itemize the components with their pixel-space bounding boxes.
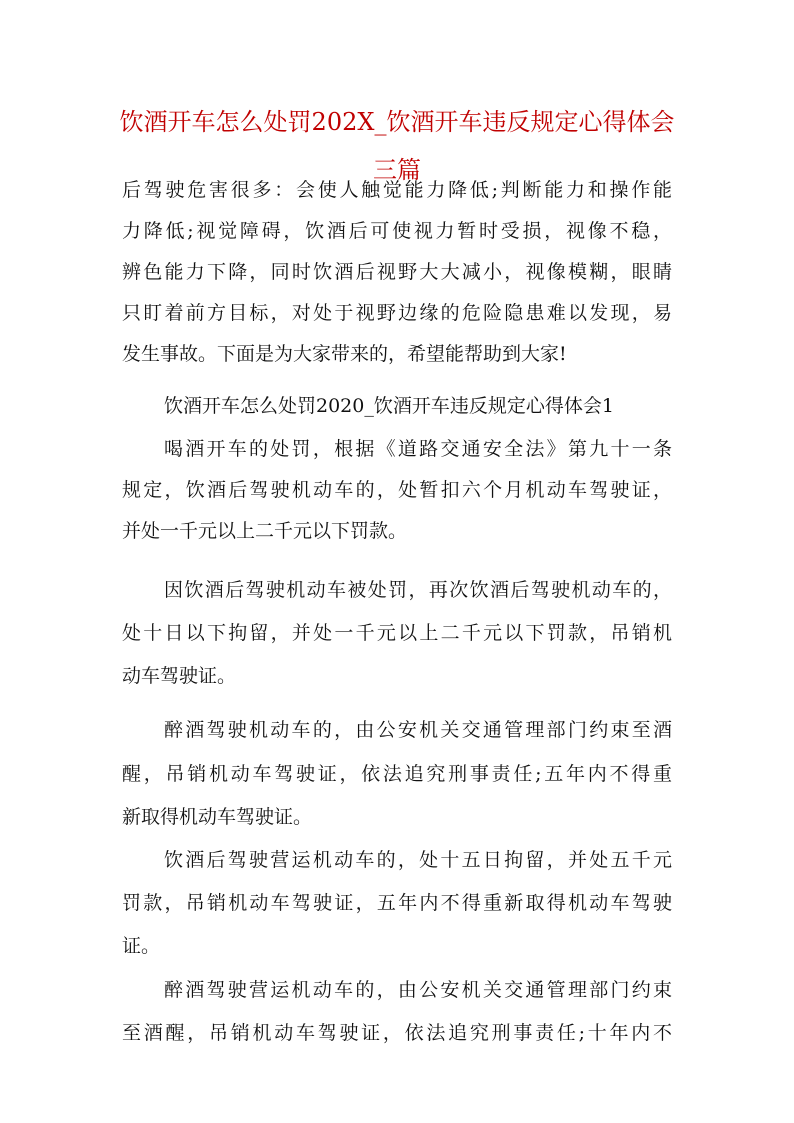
section-heading-line: 饮酒开车怎么处罚2020_饮酒开车违反规定心得体会1	[164, 395, 614, 417]
text-line: 醉酒驾驶营运机动车的，由公安机关交通管理部门约束	[164, 979, 672, 1001]
text-line: 辨色能力下降，同时饮酒后视野大大减小，视像模糊，眼睛	[122, 261, 672, 283]
text-line: 因饮酒后驾驶机动车被处罚，再次饮酒后驾驶机动车的，	[164, 579, 672, 601]
title-line-2: 三篇	[373, 156, 421, 184]
text-line: 醉酒驾驶机动车的，由公安机关交通管理部门约束至酒	[164, 719, 672, 741]
text-line: 罚款，吊销机动车驾驶证，五年内不得重新取得机动车驾驶	[122, 892, 672, 914]
text-line: 规定，饮酒后驾驶机动车的，处暂扣六个月机动车驾驶证，	[122, 479, 672, 501]
text-line: 动车驾驶证。	[122, 665, 237, 687]
text-line: 发生事故。下面是为大家带来的，希望能帮助到大家!	[122, 343, 567, 365]
text-line: 力降低;视觉障碍，饮酒后可使视力暂时受损，视像不稳，	[122, 220, 672, 242]
title-line-1: 饮酒开车怎么处罚202X_饮酒开车违反规定心得体会	[119, 108, 675, 136]
text-line: 喝酒开车的处罚，根据《道路交通安全法》第九十一条	[164, 438, 672, 460]
text-line: 至酒醒，吊销机动车驾驶证，依法追究刑事责任;十年内不	[122, 1022, 672, 1044]
text-line: 饮酒后驾驶营运机动车的，处十五日拘留，并处五千元	[164, 849, 672, 871]
text-line: 并处一千元以上二千元以下罚款。	[122, 520, 408, 542]
text-line: 后驾驶危害很多：会使人触觉能力降低;判断能力和操作能	[122, 179, 672, 201]
text-line: 证。	[122, 935, 161, 957]
text-line: 新取得机动车驾驶证。	[122, 806, 313, 828]
text-line: 处十日以下拘留，并处一千元以上二千元以下罚款，吊销机	[122, 622, 672, 644]
text-line: 只盯着前方目标，对处于视野边缘的危险隐患难以发现，易	[122, 302, 672, 324]
text-line: 醒，吊销机动车驾驶证，依法追究刑事责任;五年内不得重	[122, 763, 672, 785]
